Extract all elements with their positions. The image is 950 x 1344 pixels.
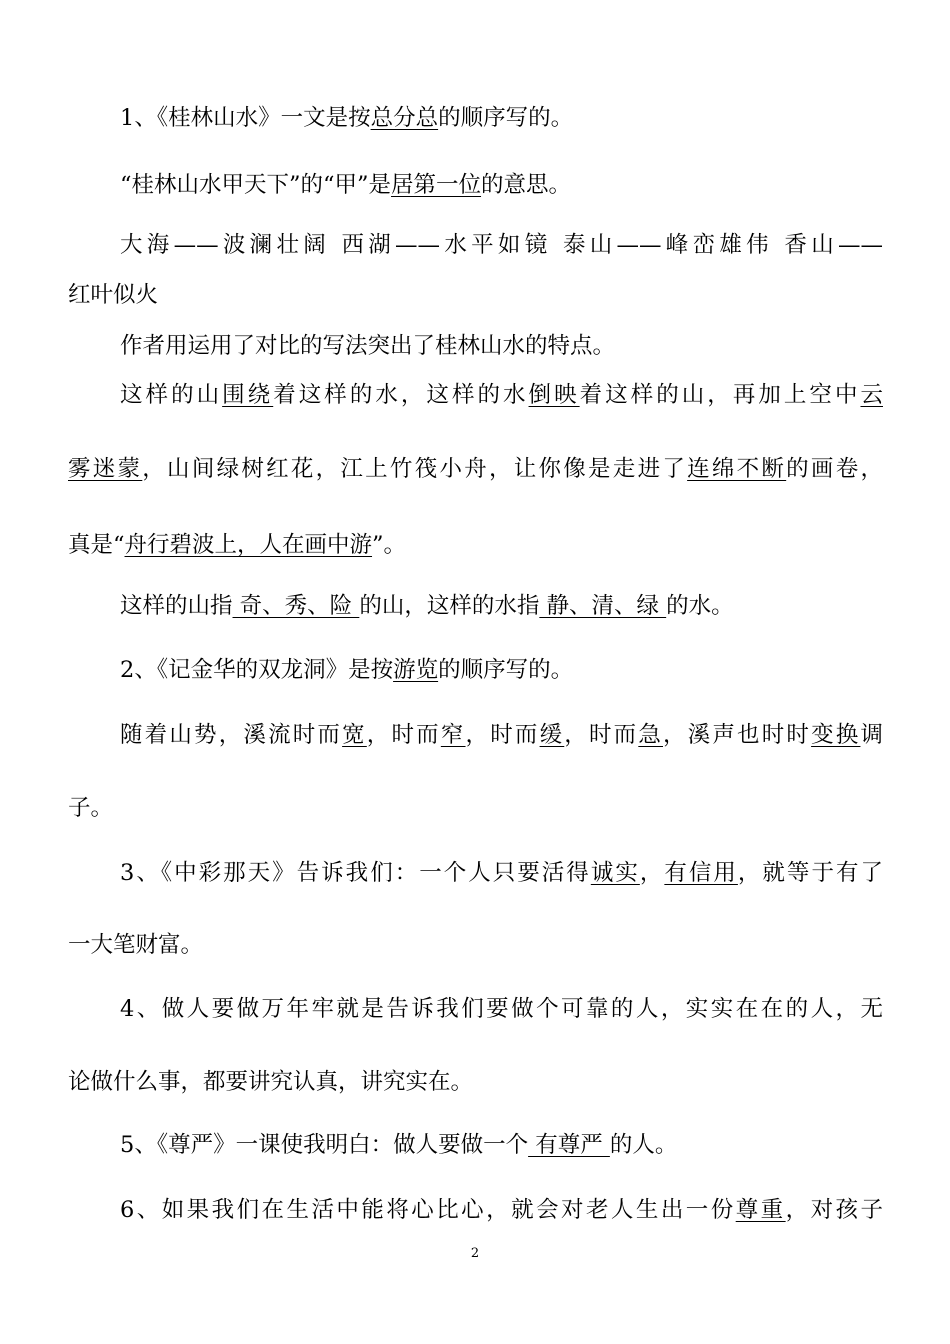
text-segment: 随着山势，溪流时而 [120,722,343,748]
text-line [68,930,883,960]
text-line [120,858,883,888]
text-segment: “桂林山水甲天下”的“甲”是 [120,172,392,198]
text-segment: 4、做人要做万年牢就是告诉我们要做个可靠的人，实实在在的人，无 [120,996,883,1022]
text-segment: 大海——波澜壮阔 西湖——水平如镜 泰山——峰峦雄伟 香山—— [120,232,883,258]
text-segment: ，对孩子 [785,1197,883,1223]
text-segment: 的人。 [609,1132,678,1158]
text-segment: 真是“ [68,532,125,558]
text-segment: ， [639,860,665,886]
text-line [120,230,883,260]
underlined-answer: 有信用 [664,860,738,886]
underlined-answer: 缓 [539,722,565,748]
text-segment: ”。 [372,532,407,558]
text-segment: ，山间绿树红花，江上竹筏小舟，让你像是走进了 [142,456,688,482]
underlined-answer: 诚实 [590,860,640,886]
underlined-answer: 雾迷蒙 [68,456,143,482]
text-line [120,1130,883,1160]
text-line [120,103,883,133]
text-line [68,280,883,310]
text-line [120,720,883,750]
text-segment: 一大笔财富。 [68,932,204,958]
text-segment: 这样的山 [120,382,223,408]
underlined-answer: 变换 [811,722,861,748]
text-line [120,655,883,685]
underlined-answer: 宽 [342,722,367,748]
text-segment: 5、《尊严》一课使我明白：做人要做一个 [120,1132,529,1158]
text-line [68,1067,883,1097]
text-segment: 的山，这样的水指 [359,593,540,619]
underlined-answer: 云 [860,382,883,408]
text-segment: 作者用运用了对比的写法突出了桂林山水的特点。 [120,333,616,359]
underlined-answer: 连绵不断 [687,456,787,482]
text-segment: ，溪声也时时 [663,722,812,748]
text-segment: 这样的山指 [120,593,233,619]
text-line [68,454,883,484]
text-segment: 1、《桂林山水》一文是按 [120,105,371,131]
text-segment: 的意思。 [481,172,572,198]
text-segment: 2、《记金华的双龙洞》是按 [120,657,394,683]
text-segment: ，时而 [465,722,540,748]
underlined-answer: 静、清、绿 [539,593,667,619]
underlined-answer: 总分总 [370,105,439,131]
text-segment: 论做什么事，都要讲究认真，讲究实在。 [68,1069,474,1095]
text-segment: 3、《中彩那天》告诉我们：一个人只要活得 [120,860,591,886]
text-segment: 子。 [68,795,114,821]
text-segment: 的顺序写的。 [438,657,574,683]
text-segment: 的画卷， [786,456,883,482]
text-line [68,793,883,823]
text-segment: 着这样的山，再加上空中 [579,382,861,408]
text-segment: 6、如果我们在生活中能将心比心，就会对老人生出一份 [120,1197,736,1223]
text-line [120,994,883,1024]
text-segment: ，时而 [564,722,639,748]
underlined-answer: 居第一位 [391,172,482,198]
underlined-answer: 舟行碧波上，人在画中游 [124,532,373,558]
underlined-answer: 倒映 [528,382,580,408]
underlined-answer: 围绕 [222,382,274,408]
text-line [120,380,883,410]
text-line [120,591,883,621]
underlined-answer: 急 [638,722,663,748]
text-segment: 调 [860,722,883,748]
page-number: 2 [470,1246,480,1261]
underlined-answer: 奇、秀、险 [232,593,360,619]
text-segment: 的顺序写的。 [438,105,574,131]
underlined-answer: 尊重 [735,1197,786,1223]
text-line [120,170,883,200]
underlined-answer: 窄 [440,722,466,748]
text-segment: 红叶似火 [68,282,159,308]
text-segment: 的水。 [666,593,734,619]
text-segment: 着这样的水，这样的水 [273,382,529,408]
text-line [120,331,883,361]
underlined-answer: 有尊严 [528,1132,610,1158]
text-line [68,530,883,560]
text-line [120,1195,883,1225]
text-segment: ，就等于有了 [737,860,883,886]
text-segment: ，时而 [366,722,441,748]
underlined-answer: 游览 [393,657,439,683]
